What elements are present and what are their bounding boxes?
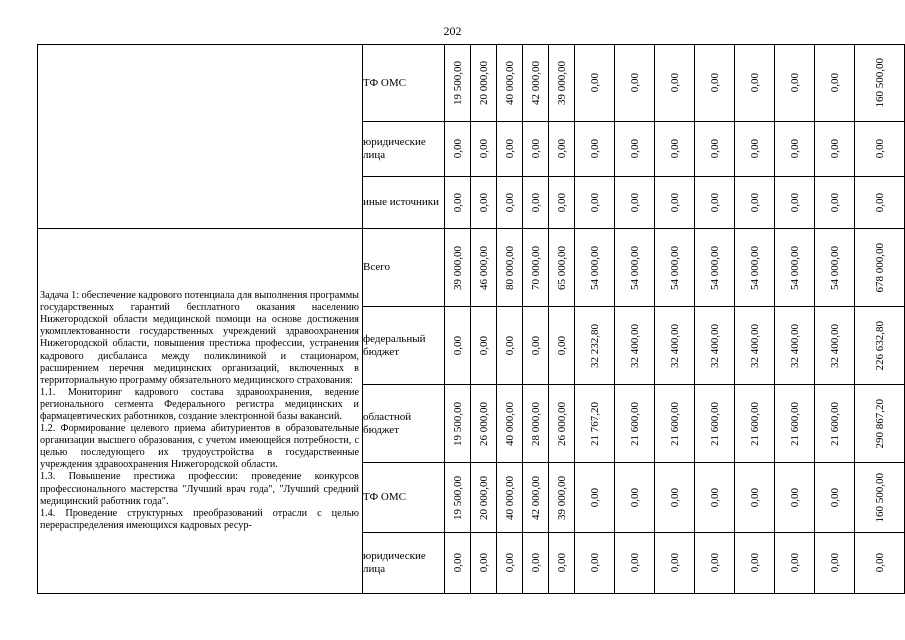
value-cell (815, 385, 855, 463)
funding-source-label: ТФ ОМС (363, 45, 445, 122)
amount-value: 0,00 (828, 139, 841, 159)
amount-value: 26 000,00 (555, 401, 568, 446)
amount-value: 32 400,00 (628, 323, 641, 368)
funding-source-label: юридические лица (363, 122, 445, 177)
value-cell (445, 307, 471, 385)
amount-value: 65 000,00 (555, 245, 568, 290)
value-cell (471, 45, 497, 122)
amount-value: 0,00 (529, 553, 542, 573)
amount-value: 32 400,00 (748, 323, 761, 368)
amount-value: 26 000,00 (477, 401, 490, 446)
amount-value: 42 000,00 (529, 61, 542, 105)
value-cell (815, 45, 855, 122)
value-cell (775, 229, 815, 307)
amount-value: 39 000,00 (555, 475, 568, 520)
amount-value: 0,00 (828, 192, 841, 213)
amount-value: 19 500,00 (451, 401, 464, 446)
amount-value: 0,00 (628, 73, 641, 93)
amount-value: 0,00 (477, 192, 490, 213)
value-cell (615, 385, 655, 463)
amount-value: 0,00 (628, 192, 641, 213)
amount-value: 54 000,00 (748, 245, 761, 290)
value-cell (695, 229, 735, 307)
value-cell (497, 45, 523, 122)
value-cell (497, 177, 523, 229)
amount-value: 0,00 (708, 73, 721, 93)
amount-value: 39 000,00 (451, 245, 464, 290)
amount-value: 32 400,00 (708, 323, 721, 368)
value-cell (575, 307, 615, 385)
value-cell (497, 463, 523, 533)
value-cell (735, 122, 775, 177)
value-cell (855, 45, 905, 122)
value-cell (735, 177, 775, 229)
value-cell (815, 122, 855, 177)
task-paragraph: 1.1. Мониторинг кадрового состава здравоохранения, ведение регионального сегмента Федерального регистра медицинских и фармацевтических работников, создание электронной базы вакансий. (40, 386, 359, 422)
amount-value: 0,00 (788, 487, 801, 508)
amount-value: 32 400,00 (828, 323, 841, 368)
amount-value: 0,00 (477, 139, 490, 159)
value-cell (615, 177, 655, 229)
amount-value: 42 000,00 (529, 475, 542, 520)
amount-value: 0,00 (828, 553, 841, 573)
page-number: 202 (443, 24, 462, 38)
funding-source-label: иные источники (363, 177, 445, 229)
value-cell (575, 229, 615, 307)
value-cell (549, 177, 575, 229)
task-paragraph: 1.3. Повышение престижа профессии: проведение конкурсов профессионального мастерства "Лучший врач года", "Лучший средний медицинский работник года". (40, 471, 359, 507)
value-cell (775, 385, 815, 463)
amount-value: 0,00 (708, 553, 721, 573)
value-cell (695, 307, 735, 385)
value-cell (523, 533, 549, 594)
value-cell (471, 122, 497, 177)
amount-value: 0,00 (503, 335, 516, 356)
amount-value: 160 500,00 (873, 58, 886, 108)
table-row (38, 229, 905, 307)
amount-value: 0,00 (788, 192, 801, 213)
amount-value: 32 232,80 (588, 323, 601, 368)
amount-value: 46 000,00 (477, 245, 490, 290)
value-cell (575, 122, 615, 177)
amount-value: 40 000,00 (503, 61, 516, 105)
value-cell (549, 533, 575, 594)
amount-value: 28 000,00 (529, 401, 542, 446)
value-cell (445, 533, 471, 594)
value-cell (575, 533, 615, 594)
amount-value: 21 600,00 (828, 401, 841, 446)
amount-value: 40 000,00 (503, 475, 516, 520)
amount-value: 0,00 (873, 192, 886, 213)
amount-value: 0,00 (529, 139, 542, 159)
value-cell (497, 307, 523, 385)
amount-value: 0,00 (788, 73, 801, 93)
amount-value: 0,00 (503, 553, 516, 573)
value-cell (615, 229, 655, 307)
value-cell (695, 533, 735, 594)
value-cell (615, 307, 655, 385)
amount-value: 0,00 (529, 192, 542, 213)
amount-value: 0,00 (555, 335, 568, 356)
amount-value: 678 000,00 (873, 242, 886, 293)
value-cell (655, 533, 695, 594)
value-cell (575, 463, 615, 533)
amount-value: 0,00 (628, 553, 641, 573)
task-paragraph: Задача 1: обеспечение кадрового потенциала для выполнения программы государственных гарантий бесплатного оказания населению Нижегородской области медицинской помощи на основе достижения укомплектованности государственных учреждений здравоохранения Нижегородской области, повышения престижа профессии, устранения кадрового дисбаланса между поликлиникой и стационаром, расширением перечня медицинских организаций, включенных в территориальную программу обязательного медицинского страхования: (40, 290, 359, 386)
value-cell (471, 463, 497, 533)
amount-value: 70 000,00 (529, 245, 542, 290)
amount-value: 54 000,00 (588, 245, 601, 290)
amount-value: 0,00 (503, 139, 516, 159)
task-description (38, 290, 362, 532)
amount-value: 0,00 (788, 139, 801, 159)
value-cell (775, 122, 815, 177)
amount-value: 0,00 (588, 487, 601, 508)
value-cell (655, 229, 695, 307)
value-cell (445, 229, 471, 307)
value-cell (775, 533, 815, 594)
value-cell (735, 533, 775, 594)
amount-value: 0,00 (555, 139, 568, 159)
funding-source-label: областной бюджет (363, 385, 445, 463)
amount-value: 0,00 (708, 139, 721, 159)
value-cell (695, 385, 735, 463)
value-cell (735, 385, 775, 463)
value-cell (815, 533, 855, 594)
value-cell (549, 45, 575, 122)
value-cell (549, 385, 575, 463)
amount-value: 19 500,00 (451, 475, 464, 520)
value-cell (523, 229, 549, 307)
value-cell (735, 463, 775, 533)
amount-value: 21 600,00 (748, 401, 761, 446)
value-cell (735, 45, 775, 122)
value-cell (471, 533, 497, 594)
amount-value: 0,00 (708, 487, 721, 508)
value-cell (695, 177, 735, 229)
value-cell (497, 533, 523, 594)
value-cell (815, 229, 855, 307)
amount-value: 0,00 (588, 192, 601, 213)
value-cell (695, 45, 735, 122)
task-paragraph: 1.2. Формирование целевого приема абитуриентов в образовательные организации высшего образования, с учетом имеющейся потребности, с целью последующего их трудоустройства в государственные учреждения здравоохранения Нижегородской области. (40, 423, 359, 471)
value-cell (775, 177, 815, 229)
value-cell (655, 307, 695, 385)
value-cell (855, 533, 905, 594)
amount-value: 290 867,20 (873, 398, 886, 449)
amount-value: 0,00 (628, 139, 641, 159)
value-cell (695, 122, 735, 177)
value-cell (445, 385, 471, 463)
amount-value: 20 000,00 (477, 475, 490, 520)
value-cell (855, 385, 905, 463)
amount-value: 0,00 (748, 139, 761, 159)
amount-value: 0,00 (503, 192, 516, 213)
amount-value: 226 632,80 (873, 320, 886, 371)
amount-value: 0,00 (708, 192, 721, 213)
value-cell (855, 177, 905, 229)
value-cell (615, 533, 655, 594)
funding-source-label: федеральный бюджет (363, 307, 445, 385)
amount-value: 54 000,00 (828, 245, 841, 290)
amount-value: 40 000,00 (503, 401, 516, 446)
value-cell (775, 307, 815, 385)
value-cell (445, 177, 471, 229)
amount-value: 21 600,00 (668, 401, 681, 446)
value-cell (575, 177, 615, 229)
amount-value: 21 600,00 (788, 401, 801, 446)
value-cell (695, 463, 735, 533)
amount-value: 0,00 (451, 139, 464, 159)
value-cell (445, 463, 471, 533)
value-cell (655, 177, 695, 229)
amount-value: 0,00 (873, 139, 886, 159)
amount-value: 160 500,00 (873, 472, 886, 523)
value-cell (523, 45, 549, 122)
table-row (38, 45, 905, 122)
amount-value: 21 767,20 (588, 401, 601, 446)
empty-header-cell (38, 45, 363, 229)
amount-value: 0,00 (873, 553, 886, 573)
amount-value: 0,00 (748, 192, 761, 213)
value-cell (575, 45, 615, 122)
amount-value: 0,00 (451, 335, 464, 356)
amount-value: 0,00 (748, 73, 761, 93)
amount-value: 0,00 (668, 73, 681, 93)
amount-value: 0,00 (628, 487, 641, 508)
amount-value: 0,00 (477, 335, 490, 356)
value-cell (775, 45, 815, 122)
amount-value: 0,00 (668, 553, 681, 573)
amount-value: 21 600,00 (628, 401, 641, 446)
value-cell (575, 385, 615, 463)
budget-table (37, 44, 905, 594)
task-description-cell (38, 229, 363, 594)
value-cell (445, 45, 471, 122)
amount-value: 0,00 (668, 487, 681, 508)
value-cell (497, 122, 523, 177)
funding-source-label: Всего (363, 229, 445, 307)
value-cell (523, 385, 549, 463)
value-cell (523, 177, 549, 229)
funding-source-label: ТФ ОМС (363, 463, 445, 533)
value-cell (549, 229, 575, 307)
amount-value: 32 400,00 (788, 323, 801, 368)
amount-value: 54 000,00 (628, 245, 641, 290)
amount-value: 0,00 (668, 139, 681, 159)
amount-value: 0,00 (828, 487, 841, 508)
value-cell (497, 385, 523, 463)
amount-value: 0,00 (555, 553, 568, 573)
amount-value: 39 000,00 (555, 61, 568, 105)
value-cell (735, 307, 775, 385)
value-cell (655, 463, 695, 533)
value-cell (815, 307, 855, 385)
value-cell (615, 122, 655, 177)
value-cell (855, 229, 905, 307)
amount-value: 0,00 (748, 487, 761, 508)
funding-source-label: юридические лица (363, 533, 445, 594)
amount-value: 32 400,00 (668, 323, 681, 368)
value-cell (735, 229, 775, 307)
amount-value: 0,00 (555, 192, 568, 213)
value-cell (523, 307, 549, 385)
value-cell (549, 307, 575, 385)
value-cell (655, 45, 695, 122)
value-cell (615, 463, 655, 533)
amount-value: 0,00 (451, 192, 464, 213)
value-cell (549, 122, 575, 177)
value-cell (855, 122, 905, 177)
value-cell (815, 177, 855, 229)
value-cell (855, 463, 905, 533)
value-cell (655, 385, 695, 463)
value-cell (549, 463, 575, 533)
amount-value: 0,00 (588, 73, 601, 93)
value-cell (471, 177, 497, 229)
value-cell (523, 122, 549, 177)
value-cell (471, 385, 497, 463)
value-cell (855, 307, 905, 385)
value-cell (523, 463, 549, 533)
amount-value: 0,00 (588, 553, 601, 573)
amount-value: 80 000,00 (503, 245, 516, 290)
amount-value: 0,00 (828, 73, 841, 93)
amount-value: 0,00 (477, 553, 490, 573)
amount-value: 0,00 (451, 553, 464, 573)
amount-value: 0,00 (788, 553, 801, 573)
value-cell (471, 229, 497, 307)
value-cell (615, 45, 655, 122)
value-cell (445, 122, 471, 177)
value-cell (815, 463, 855, 533)
value-cell (775, 463, 815, 533)
amount-value: 0,00 (588, 139, 601, 159)
amount-value: 20 000,00 (477, 61, 490, 105)
amount-value: 0,00 (748, 553, 761, 573)
amount-value: 0,00 (668, 192, 681, 213)
amount-value: 54 000,00 (788, 245, 801, 290)
value-cell (471, 307, 497, 385)
task-paragraph: 1.4. Проведение структурных преобразований отрасли с целью перераспределения имеющихся кадровых ресур- (40, 507, 359, 531)
value-cell (655, 122, 695, 177)
amount-value: 21 600,00 (708, 401, 721, 446)
amount-value: 19 500,00 (451, 61, 464, 105)
amount-value: 0,00 (529, 335, 542, 356)
amount-value: 54 000,00 (708, 245, 721, 290)
value-cell (497, 229, 523, 307)
amount-value: 54 000,00 (668, 245, 681, 290)
